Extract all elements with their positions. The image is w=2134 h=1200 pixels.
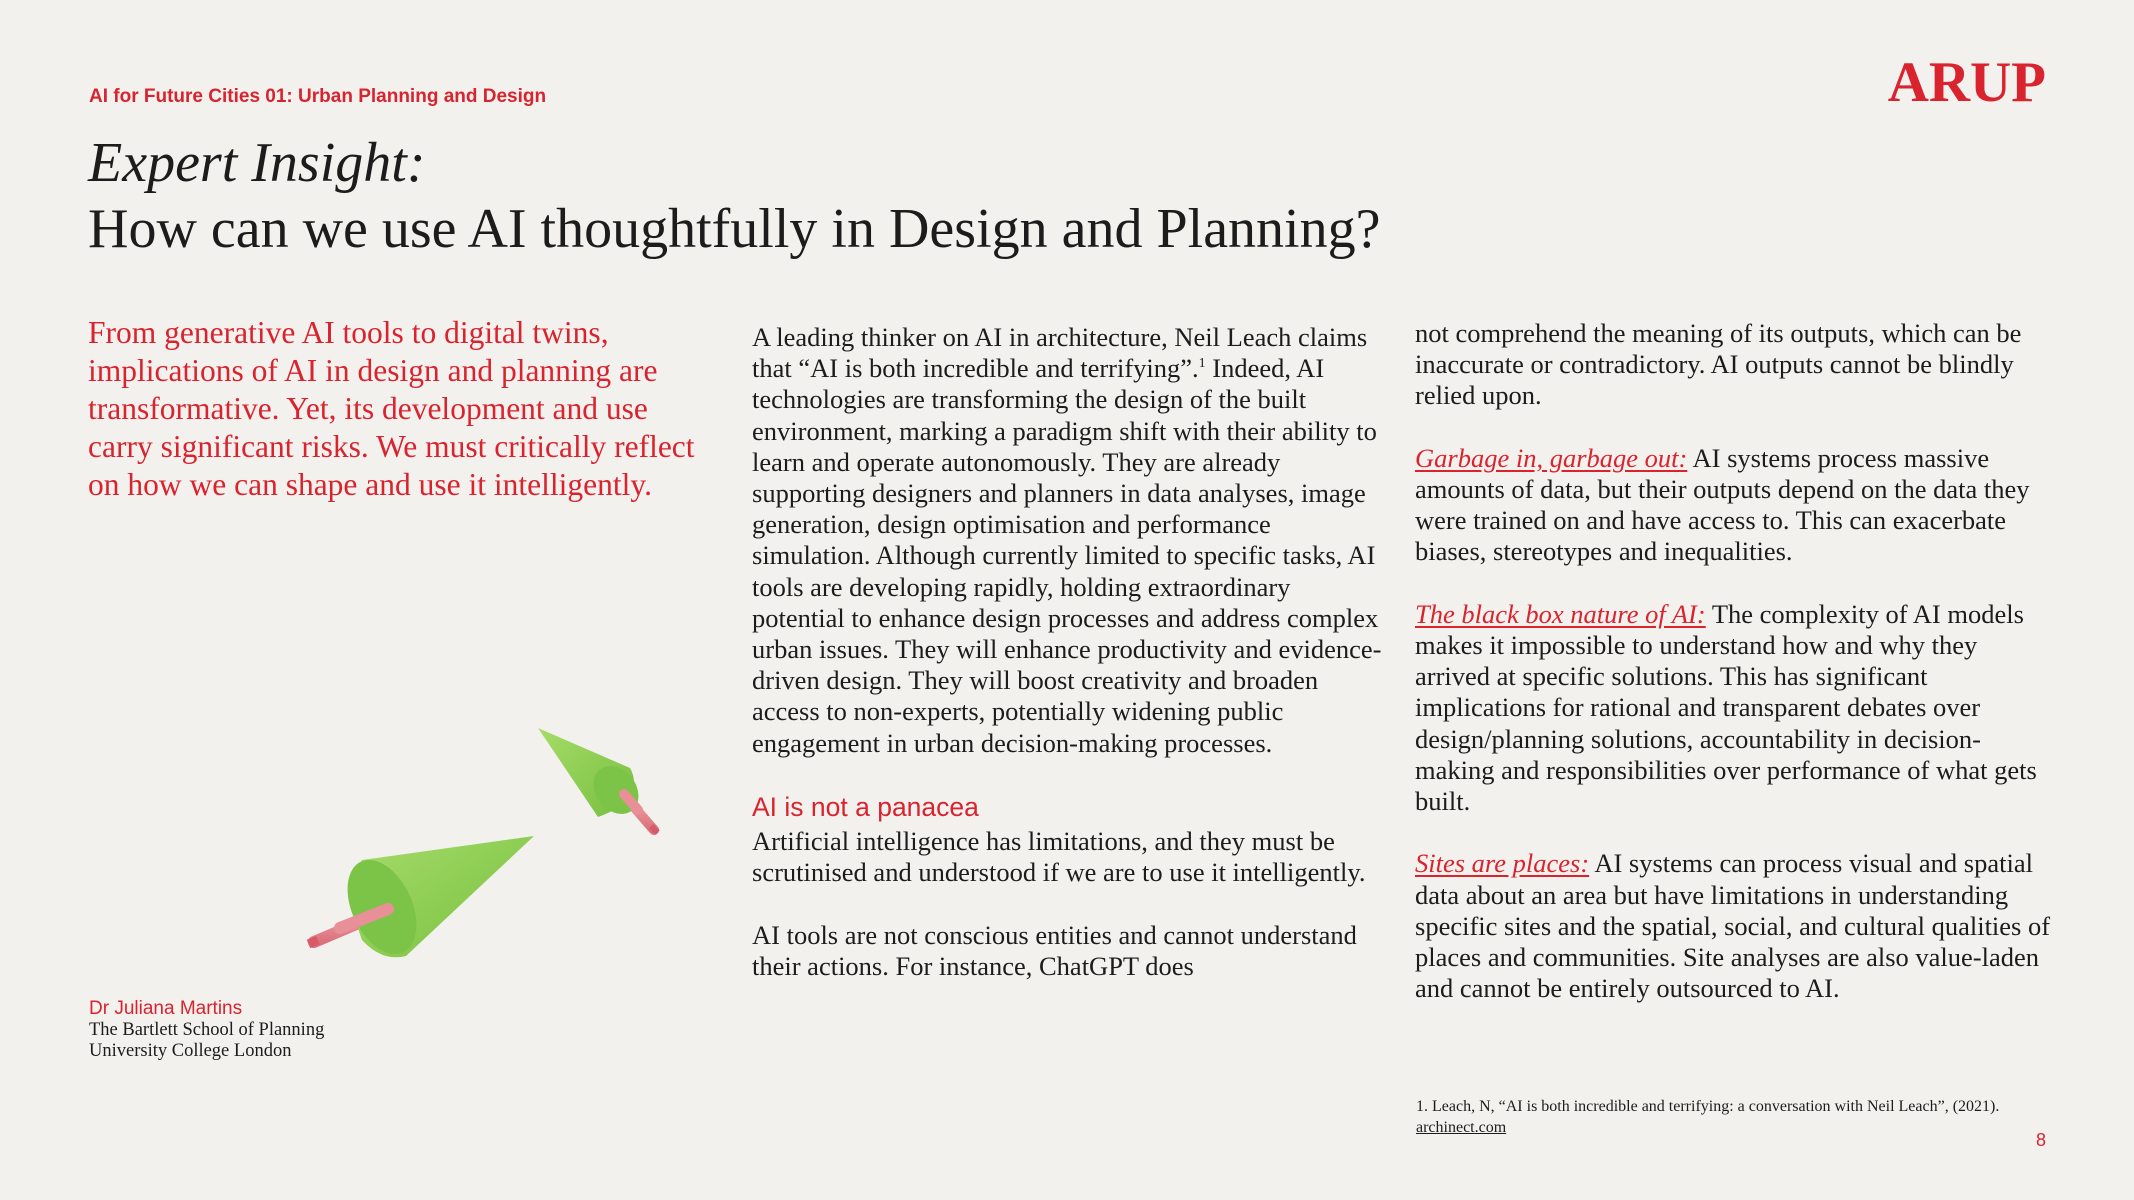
limitations-paragraph: Artificial intelligence has limitations, and they must be scrutinised and understood if we are to use it intelligently. (752, 826, 1366, 888)
page-number: 8 (2035, 1130, 2046, 1150)
large-cone-shape (307, 836, 534, 965)
arup-logo: ARUP (1887, 51, 2046, 114)
term-sites-are-places: Sites are places: (1415, 848, 1590, 879)
black-box-paragraph (1415, 599, 2055, 817)
term-garbage-in: Garbage in, garbage out: (1415, 442, 1688, 473)
title-line-expert-insight: Expert Insight: (88, 132, 426, 194)
body-column-right (1415, 318, 2055, 1036)
section-heading-panacea: AI is not a panacea (752, 792, 979, 823)
report-kicker: AI for Future Cities 01: Urban Planning and Design (89, 86, 547, 107)
small-cone-shape (538, 728, 660, 835)
term-black-box: The black box nature of AI: (1415, 598, 1706, 629)
body-column-middle (752, 322, 1387, 1013)
garbage-paragraph (1415, 443, 2055, 568)
intro-paragraph (752, 322, 1387, 759)
author-school: The Bartlett School of Planning (89, 1020, 325, 1040)
lede-paragraph: From generative AI tools to digital twins, implications of AI in design and planning are transformative. Yet, its development and use carry significant risks. We must critically reflect on how we can shape and use it intelligently. (88, 315, 695, 502)
footnote-link[interactable]: archinect.com (1416, 1119, 1507, 1136)
footnote-marker: 1 (1198, 356, 1206, 372)
continuation-paragraph: not comprehend the meaning of its outputs, which can be inaccurate or contradictory. AI outputs cannot be blindly relied upon. (1415, 318, 2022, 411)
title-line-question: How can we use AI thoughtfully in Design and Planning? (88, 198, 1381, 260)
conscious-entities-paragraph: AI tools are not conscious entities and cannot understand their actions. For instance, ChatGPT does (752, 919, 1357, 981)
footnote (1416, 1096, 2036, 1138)
footnote-text: 1. Leach, N, “AI is both incredible and terrifying: a conversation with Neil Leach”, (2021). (1416, 1098, 2000, 1115)
page-title (88, 130, 1380, 262)
sites-text: AI systems can process visual and spatial data about an area but have limitations in understanding specific sites and the spatial, social, and cultural qualities of places and communities. Site analyses are also value-laden and cannot be entirely outsourced to AI. (1415, 848, 2051, 1004)
author-block (89, 998, 324, 1061)
intro-text: A leading thinker on AI in architecture, Neil Leach claims that “AI is both incredible and terrifying”. (752, 322, 1368, 384)
cone-illustration (300, 700, 690, 970)
garbage-text: AI systems process massive amounts of data, but their outputs depend on the data they were trained on and have access to. This can exacerbate biases, stereotypes and inequalities. (1415, 442, 2030, 567)
sites-paragraph (1415, 848, 2055, 1004)
intro-text-rest: Indeed, AI technologies are transforming the design of the built environment, marking a paradigm shift with their ability to learn and operate autonomously. They are already supporting designers and planners in data analyses, image generation, design optimisation and performance simulation. Although currently limited to specific tasks, AI tools are developing rapidly, holding extraordinary potential to enhance design processes and address complex urban issues. They will enhance productivity and evidence-driven design. They will boost creativity and broaden access to non-experts, potentially widening public engagement in urban decision-making processes. (752, 353, 1382, 758)
author-university: University College London (89, 1040, 292, 1061)
author-name: Dr Juliana Martins (89, 998, 243, 1019)
black-box-text: The complexity of AI models makes it impossible to understand how and why they arrived at specific solutions. This has significant implications for rational and transparent debates over design/planning solutions, accountability in decision-making and responsibilities over performance of what gets built. (1415, 598, 2037, 817)
